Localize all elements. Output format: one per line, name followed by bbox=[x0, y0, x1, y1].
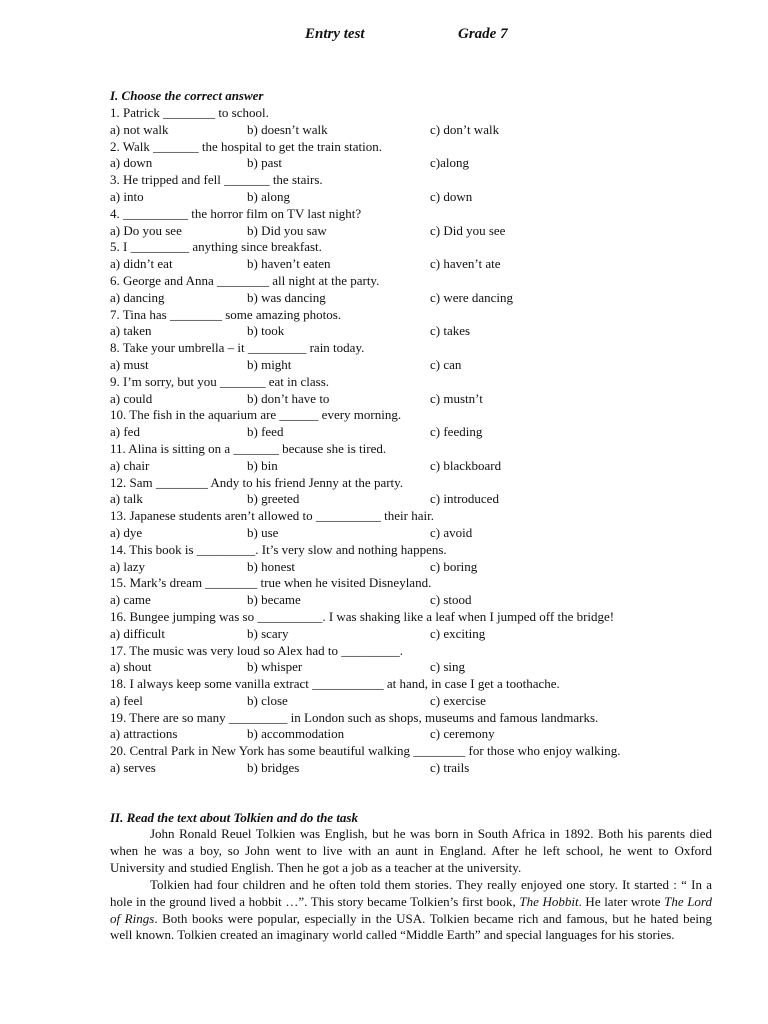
question-text: 10. The fish in the aquarium are ______ every morning. bbox=[110, 407, 402, 423]
option-a: a) dancing bbox=[110, 289, 165, 305]
option-b: b) past bbox=[247, 155, 283, 171]
option-c: c) blackboard bbox=[430, 457, 502, 473]
reading-text bbox=[110, 826, 712, 944]
grade-label: Grade 7 bbox=[458, 26, 508, 42]
option-b: b) might bbox=[247, 356, 292, 372]
question-text: 5. I _________ anything since breakfast. bbox=[110, 239, 322, 255]
answer-options bbox=[110, 525, 730, 542]
option-c: c) trails bbox=[430, 760, 470, 776]
option-c: c) introduced bbox=[430, 491, 499, 507]
option-c: c) boring bbox=[430, 558, 478, 574]
option-a: a) dye bbox=[110, 524, 143, 540]
question-text: 6. George and Anna ________ all night at the party. bbox=[110, 272, 380, 288]
answer-options bbox=[110, 693, 730, 710]
option-c: c) stood bbox=[430, 592, 472, 608]
option-a: a) serves bbox=[110, 760, 156, 776]
answer-options bbox=[110, 290, 730, 307]
question-text: 17. The music was very loud so Alex had to _________. bbox=[110, 642, 403, 658]
option-b: b) was dancing bbox=[247, 289, 326, 305]
option-c: c) mustn’t bbox=[430, 390, 483, 406]
question-text: 11. Alina is sitting on a _______ because she is tired. bbox=[110, 440, 387, 456]
question-text: 3. He tripped and fell _______ the stairs. bbox=[110, 172, 323, 188]
option-a: a) Do you see bbox=[110, 222, 182, 238]
option-b: b) along bbox=[247, 188, 290, 204]
option-c: c) exercise bbox=[430, 692, 486, 708]
option-a: a) into bbox=[110, 188, 144, 204]
question-text: 16. Bungee jumping was so __________. I was shaking like a leaf when I jumped off the bridge! bbox=[110, 608, 615, 624]
option-b: b) use bbox=[247, 524, 279, 540]
option-b: b) accommodation bbox=[247, 726, 345, 742]
answer-options bbox=[110, 491, 730, 508]
option-b: b) feed bbox=[247, 424, 284, 440]
question-text: 18. I always keep some vanilla extract ___________ at hand, in case I get a toothache. bbox=[110, 676, 560, 692]
option-a: a) lazy bbox=[110, 558, 146, 574]
answer-options bbox=[110, 424, 730, 441]
option-b: b) greeted bbox=[247, 491, 300, 507]
answer-options bbox=[110, 659, 730, 676]
option-b: b) close bbox=[247, 692, 288, 708]
question-text: 4. __________ the horror film on TV last night? bbox=[110, 205, 362, 221]
question-text: 19. There are so many _________ in London such as shops, museums and famous landmarks. bbox=[110, 709, 599, 725]
option-c: c)along bbox=[430, 155, 469, 171]
option-a: a) shout bbox=[110, 659, 152, 675]
option-a: a) difficult bbox=[110, 625, 165, 641]
option-b: b) scary bbox=[247, 625, 289, 641]
option-a: a) attractions bbox=[110, 726, 178, 742]
option-b: b) don’t have to bbox=[247, 390, 330, 406]
book-title-lord-of-rings: The Lord of Rings bbox=[110, 893, 713, 926]
question-text: 2. Walk _______ the hospital to get the train station. bbox=[110, 138, 383, 154]
option-a: a) not walk bbox=[110, 121, 169, 137]
option-a: a) fed bbox=[110, 424, 140, 440]
option-b: b) whisper bbox=[247, 659, 303, 675]
question-text: 14. This book is _________. It’s very slow and nothing happens. bbox=[110, 541, 447, 557]
answer-options bbox=[110, 726, 730, 743]
answer-options bbox=[110, 592, 730, 609]
option-a: a) chair bbox=[110, 457, 150, 473]
answer-options bbox=[110, 223, 730, 240]
question-text: 15. Mark’s dream ________ true when he visited Disneyland. bbox=[110, 575, 432, 591]
test-title: Entry test bbox=[305, 26, 365, 42]
question-text: 8. Take your umbrella – it _________ rain today. bbox=[110, 340, 365, 356]
paragraph-1: John Ronald Reuel Tolkien was English, but he was born in South Africa in 1892. Both his parents died when he was a boy, so John went to live with an aunt in England. After he left school, he went to Oxford University and studied English. Then he got a job as a teacher at the university. bbox=[110, 826, 712, 875]
option-a: a) taken bbox=[110, 323, 152, 339]
answer-options bbox=[110, 760, 730, 777]
option-c: c) feeding bbox=[430, 424, 483, 440]
section-2-title: II. Read the text about Tolkien and do the task bbox=[110, 810, 358, 825]
answer-options bbox=[110, 189, 730, 206]
answer-options bbox=[110, 256, 730, 273]
answer-options bbox=[110, 323, 730, 340]
option-a: a) came bbox=[110, 592, 151, 608]
option-c: c) ceremony bbox=[430, 726, 495, 742]
question-text: 13. Japanese students aren’t allowed to __________ their hair. bbox=[110, 508, 434, 524]
option-b: b) bin bbox=[247, 457, 278, 473]
option-b: b) became bbox=[247, 592, 301, 608]
option-c: c) takes bbox=[430, 323, 471, 339]
question-text: 20. Central Park in New York has some beautiful walking ________ for those who enjoy walking. bbox=[110, 743, 621, 759]
book-title-hobbit: The Hobbit bbox=[519, 893, 579, 909]
option-a: a) could bbox=[110, 390, 153, 406]
option-c: c) exciting bbox=[430, 625, 486, 641]
option-a: a) down bbox=[110, 155, 153, 171]
option-c: c) haven’t ate bbox=[430, 256, 501, 272]
option-b: b) honest bbox=[247, 558, 296, 574]
question-text: 9. I’m sorry, but you _______ eat in class. bbox=[110, 373, 330, 389]
answer-options bbox=[110, 559, 730, 576]
option-c: c) Did you see bbox=[430, 222, 506, 238]
answer-options bbox=[110, 626, 730, 643]
option-b: b) bridges bbox=[247, 760, 300, 776]
option-a: a) feel bbox=[110, 692, 143, 708]
option-c: c) sing bbox=[430, 659, 466, 675]
option-a: a) talk bbox=[110, 491, 143, 507]
paragraph-2 bbox=[110, 877, 712, 945]
question-text: 1. Patrick ________ to school. bbox=[110, 105, 269, 120]
answer-options bbox=[110, 357, 730, 374]
option-c: c) down bbox=[430, 188, 473, 204]
option-a: a) must bbox=[110, 356, 149, 372]
paragraph-2-part-2: . He later wrote bbox=[578, 893, 665, 909]
answer-options bbox=[110, 391, 730, 408]
option-c: c) avoid bbox=[430, 524, 473, 540]
answer-options bbox=[110, 458, 730, 475]
paragraph-2-part-3: . Both books were popular, especially in the USA. Tolkien became rich and famous, but he hated being well known. Tolkien created an imaginary world called “Middle Earth” and special languages for his stories. bbox=[110, 910, 712, 943]
paragraph-2-part-1: Tolkien had four children and he often told them stories. They really enjoyed one story. It started : “ In a hole in the ground lived a hobbit …”. This story became Tolkien’s first book, bbox=[110, 876, 712, 909]
answer-options bbox=[110, 122, 730, 139]
option-b: b) Did you saw bbox=[247, 222, 327, 238]
option-b: b) doesn’t walk bbox=[247, 121, 328, 137]
question-text: 7. Tina has ________ some amazing photos. bbox=[110, 306, 342, 322]
question-list bbox=[110, 105, 730, 777]
option-c: c) were dancing bbox=[430, 289, 514, 305]
question-text: 12. Sam ________ Andy to his friend Jenny at the party. bbox=[110, 474, 404, 490]
option-b: b) took bbox=[247, 323, 285, 339]
option-b: b) haven’t eaten bbox=[247, 256, 331, 272]
option-a: a) didn’t eat bbox=[110, 256, 173, 272]
option-c: c) can bbox=[430, 356, 462, 372]
option-c: c) don’t walk bbox=[430, 121, 500, 137]
answer-options bbox=[110, 155, 730, 172]
section-1-title: I. Choose the correct answer bbox=[110, 88, 264, 103]
document-header bbox=[0, 26, 768, 48]
